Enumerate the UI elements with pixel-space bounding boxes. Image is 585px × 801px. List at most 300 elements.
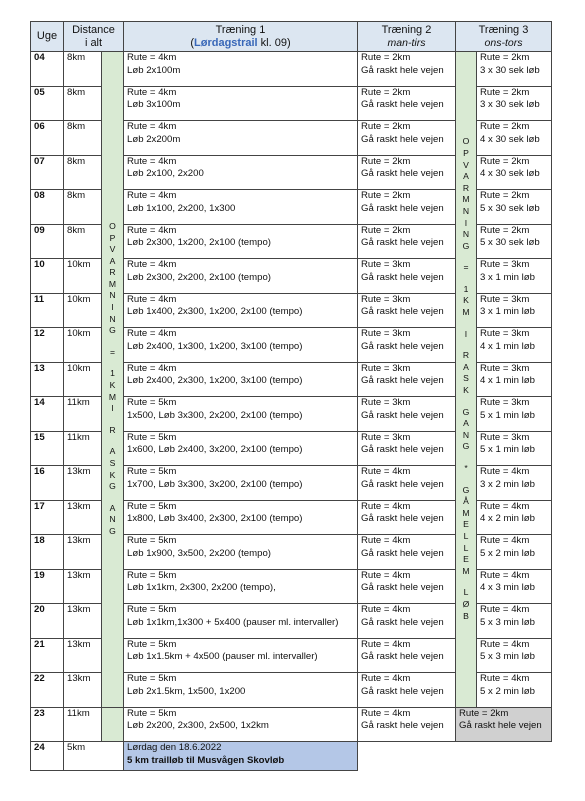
training2-cell <box>358 52 456 87</box>
training1-route: Rute = 5km <box>127 707 177 719</box>
training2-details: Gå raskt hele vejen <box>361 547 444 559</box>
training2-route: Rute = 2km <box>361 190 411 201</box>
warmup-letter: = <box>109 346 116 357</box>
distance-cell: 5km <box>64 742 124 771</box>
training3-details: 3 x 2 min løb <box>480 478 535 490</box>
warmup-letter: V <box>109 244 116 255</box>
warmup-text-group <box>102 425 123 437</box>
training2-cell <box>358 535 456 570</box>
col-header-week: Uge <box>31 22 64 52</box>
week-number: 23 <box>31 707 64 742</box>
warmup-letter: Ø <box>462 598 470 609</box>
warmup-letter: R <box>109 267 116 278</box>
training2-route: Rute = 2km <box>361 121 411 132</box>
training3-details: 3 x 1 min løb <box>480 306 535 317</box>
empty-cell <box>358 742 552 771</box>
training3-cell <box>477 224 552 259</box>
race-day-cell <box>124 742 358 771</box>
week-row <box>31 707 552 742</box>
warmup-letter: N <box>109 290 116 301</box>
warmup-letter: G <box>462 484 470 495</box>
training3-cell-gray <box>456 707 552 742</box>
warmup-text-group <box>456 329 476 341</box>
warmup-letter: I <box>464 217 468 228</box>
training1-cell <box>124 86 358 121</box>
training1-details: Løb 1x100, 2x200, 1x300 <box>127 202 236 214</box>
warmup-letter: M <box>108 391 117 402</box>
warmup-text-group <box>102 503 123 538</box>
training2-details: Gå raskt hele vejen <box>361 616 444 628</box>
training3-cell <box>477 155 552 190</box>
training2-route: Rute = 2km <box>361 224 411 236</box>
warmup-text-group <box>102 221 123 337</box>
training1-details: Løb 2x100, 2x200 <box>127 168 204 179</box>
warmup-letter: M <box>462 565 470 576</box>
training1-details: Løb 2x1.5km, 1x500, 1x200 <box>127 685 246 697</box>
distance-cell: 13km <box>64 604 102 639</box>
week-number: 21 <box>31 638 64 673</box>
training3-route: Rute = 2km <box>480 224 530 236</box>
training2-details: Gå raskt hele vejen <box>361 64 444 76</box>
training1-details: Løb 1x1.5km + 4x500 (pauser ml. intervaller) <box>127 651 318 662</box>
training2-cell <box>358 431 456 466</box>
training3-route: Rute = 2km <box>459 707 509 719</box>
training3-details: 5 x 30 sek løb <box>480 202 540 214</box>
week-number: 11 <box>31 293 64 328</box>
training1-cell <box>124 52 358 87</box>
week-number: 04 <box>31 52 64 87</box>
week-number: 16 <box>31 466 64 501</box>
training3-details: 4 x 1 min løb <box>480 340 535 352</box>
training1-cell <box>124 707 358 742</box>
training3-route: Rute = 2km <box>480 52 530 63</box>
distance-cell: 13km <box>64 673 102 708</box>
training2-route: Rute = 4km <box>361 707 411 719</box>
warmup-letter: G <box>462 406 470 417</box>
warmup-letter: O <box>462 136 470 147</box>
training3-details: 3 x 1 min løb <box>480 271 535 283</box>
training3-route: Rute = 3km <box>480 328 530 339</box>
training3-cell <box>477 259 552 294</box>
training2-title: Træning 2 <box>381 23 432 36</box>
warmup-letter: A <box>109 255 116 266</box>
week-number: 07 <box>31 155 64 190</box>
training2-route: Rute = 4km <box>361 500 411 512</box>
training1-route: Rute = 4km <box>127 155 177 167</box>
week-number: 09 <box>31 224 64 259</box>
warmup-text-group <box>456 485 476 578</box>
training1-details: Løb 2x400, 1x300, 1x200, 3x100 (tempo) <box>127 340 303 352</box>
training3-route: Rute = 4km <box>480 466 530 477</box>
training1-details: Løb 2x200, 2x300, 2x500, 1x2km <box>127 720 269 731</box>
training2-cell <box>358 397 456 432</box>
training2-route: Rute = 3km <box>361 362 411 374</box>
training1-details: Løb 2x100m <box>127 64 181 76</box>
distance-cell: 13km <box>64 535 102 570</box>
col-header-distance-line1: Distance <box>72 23 115 36</box>
training1-route: Rute = 5km <box>127 535 177 546</box>
warmup-letter: * <box>464 463 468 474</box>
training3-cell <box>477 638 552 673</box>
training2-details: Gå raskt hele vejen <box>361 651 444 662</box>
warmup-text-group <box>102 368 123 414</box>
training2-details: Gå raskt hele vejen <box>361 720 444 731</box>
warmup-text-group <box>456 407 476 453</box>
week-number: 13 <box>31 362 64 397</box>
warmup-text-group <box>456 136 476 252</box>
training2-route: Rute = 2km <box>361 155 411 167</box>
col-header-training2 <box>358 22 456 52</box>
week-number: 12 <box>31 328 64 363</box>
distance-cell: 8km <box>64 155 102 190</box>
training3-route: Rute = 4km <box>480 535 530 546</box>
warmup-letter: N <box>109 514 116 525</box>
training3-details: 5 x 2 min løb <box>480 547 535 559</box>
training3-cell <box>477 86 552 121</box>
training3-cell <box>477 466 552 501</box>
training3-details: 5 x 30 sek løb <box>480 237 540 248</box>
warmup-letter: A <box>109 446 116 457</box>
training2-cell <box>358 293 456 328</box>
training2-cell <box>358 569 456 604</box>
training3-route: Rute = 4km <box>480 500 530 512</box>
training1-cell <box>124 500 358 535</box>
training1-route: Rute = 4km <box>127 259 177 270</box>
col-header-training3 <box>456 22 552 52</box>
warmup-letter: N <box>109 313 116 324</box>
training2-details: Gå raskt hele vejen <box>361 478 444 490</box>
warmup-letter: K <box>109 469 116 480</box>
training1-route: Rute = 4km <box>127 86 177 98</box>
training3-route: Rute = 4km <box>480 673 530 684</box>
week-number: 24 <box>31 742 64 771</box>
week-number: 15 <box>31 431 64 466</box>
training2-route: Rute = 4km <box>361 535 411 546</box>
training2-cell <box>358 707 456 742</box>
training1-details: 1x700, Løb 3x300, 3x200, 2x100 (tempo) <box>127 478 303 490</box>
week-number: 08 <box>31 190 64 225</box>
week-number: 14 <box>31 397 64 432</box>
warmup-letter: M <box>462 307 470 318</box>
training3-title: Træning 3 <box>478 23 529 36</box>
training3-route: Rute = 3km <box>480 431 530 443</box>
training2-details: Gå raskt hele vejen <box>361 375 444 386</box>
training3-subtitle: ons-tors <box>484 36 523 49</box>
warmup-text-group <box>456 463 476 475</box>
training2-details: Gå raskt hele vejen <box>361 582 444 593</box>
training1-cell <box>124 397 358 432</box>
training3-route: Rute = 3km <box>480 293 530 305</box>
header-row <box>31 22 552 52</box>
warmup-letter: B <box>463 610 469 621</box>
training1-title: Træning 1 <box>215 23 266 36</box>
training2-details: Gå raskt hele vejen <box>361 306 444 317</box>
training1-route: Rute = 4km <box>127 190 177 201</box>
distance-cell: 11km <box>64 397 102 432</box>
warmup-column-left <box>102 52 124 708</box>
training1-route: Rute = 4km <box>127 52 177 63</box>
training3-route: Rute = 4km <box>480 604 530 615</box>
warmup-letter: O <box>109 220 116 231</box>
warmup-letter: K <box>463 385 469 396</box>
warmup-letter: = <box>463 262 469 273</box>
training1-details: Løb 3x100m <box>127 99 181 110</box>
training1-subtitle: (Lørdagstrail kl. 09) <box>190 36 291 49</box>
warmup-letter: K <box>109 380 116 391</box>
training1-details: Løb 2x400, 2x300, 1x200, 3x100 (tempo) <box>127 375 303 386</box>
distance-cell: 10km <box>64 328 102 363</box>
distance-cell: 8km <box>64 224 102 259</box>
warmup-letter: V <box>463 159 469 170</box>
warmup-letter: Å <box>463 496 469 507</box>
training1-cell <box>124 224 358 259</box>
training2-route: Rute = 4km <box>361 466 411 477</box>
race-date: Lørdag den 18.6.2022 <box>127 742 222 753</box>
training2-cell <box>358 604 456 639</box>
warmup-text-group <box>102 347 123 359</box>
training3-details: 5 x 1 min løb <box>480 409 535 421</box>
training2-cell <box>358 328 456 363</box>
warmup-text-group <box>456 587 476 622</box>
training1-details: 1x500, Løb 3x300, 2x200, 2x100 (tempo) <box>127 409 303 421</box>
distance-cell: 13km <box>64 500 102 535</box>
warmup-letter: 1 <box>110 368 115 379</box>
training3-details: 5 x 3 min løb <box>480 616 535 628</box>
training2-route: Rute = 3km <box>361 328 411 339</box>
training1-cell <box>124 259 358 294</box>
training3-route: Rute = 2km <box>480 155 530 167</box>
warmup-letter: S <box>109 458 116 469</box>
training2-route: Rute = 2km <box>361 86 411 98</box>
training3-cell <box>477 293 552 328</box>
distance-cell: 8km <box>64 121 102 156</box>
week-number: 18 <box>31 535 64 570</box>
training2-details: Gå raskt hele vejen <box>361 237 444 248</box>
training1-cell <box>124 604 358 639</box>
distance-cell: 13km <box>64 466 102 501</box>
training2-details: Gå raskt hele vejen <box>361 409 444 421</box>
training3-route: Rute = 3km <box>480 362 530 374</box>
training3-details: 4 x 3 min løb <box>480 582 535 593</box>
warmup-letter: P <box>463 147 469 158</box>
week-number: 19 <box>31 569 64 604</box>
warmup-letter: R <box>109 424 116 435</box>
training3-details: 3 x 30 sek løb <box>480 99 540 110</box>
training3-details: 4 x 30 sek løb <box>480 133 540 145</box>
training3-details: 4 x 30 sek løb <box>480 168 540 179</box>
training2-details: Gå raskt hele vejen <box>361 444 444 455</box>
training1-details: 1x800, Løb 3x400, 2x300, 2x100 (tempo) <box>127 513 303 524</box>
warmup-letter: E <box>463 519 469 530</box>
training2-details: Gå raskt hele vejen <box>361 168 444 179</box>
training3-cell <box>477 604 552 639</box>
training3-route: Rute = 2km <box>480 86 530 98</box>
training1-cell <box>124 362 358 397</box>
training1-details: Løb 2x300, 1x200, 2x100 (tempo) <box>127 237 271 248</box>
training3-cell <box>477 121 552 156</box>
training3-details: 5 x 3 min løb <box>480 651 535 662</box>
warmup-letter: 1 <box>463 283 469 294</box>
warmup-letter: I <box>464 328 468 339</box>
warmup-letter: N <box>462 229 470 240</box>
training1-route: Rute = 5km <box>127 466 177 477</box>
week-number: 06 <box>31 121 64 156</box>
training1-route: Rute = 5km <box>127 397 177 408</box>
training1-route: Rute = 5km <box>127 500 177 512</box>
training2-details: Gå raskt hele vejen <box>361 271 444 283</box>
training1-cell <box>124 569 358 604</box>
training2-cell <box>358 155 456 190</box>
warmup-letter: A <box>463 361 469 372</box>
training2-cell <box>358 500 456 535</box>
training1-route: Rute = 4km <box>127 362 177 374</box>
training2-route: Rute = 4km <box>361 569 411 581</box>
warmup-letter: E <box>463 554 469 565</box>
training2-details: Gå raskt hele vejen <box>361 340 444 352</box>
training3-cell <box>477 362 552 397</box>
training3-cell <box>477 500 552 535</box>
training1-route: Rute = 5km <box>127 431 177 443</box>
warmup-text-group <box>102 446 123 492</box>
warmup-letter: S <box>463 373 469 384</box>
training2-subtitle: man-tirs <box>387 36 426 49</box>
training2-details: Gå raskt hele vejen <box>361 202 444 214</box>
training1-cell <box>124 431 358 466</box>
training2-route: Rute = 4km <box>361 673 411 684</box>
lordagstrail-link[interactable]: Lørdagstrail <box>194 36 258 49</box>
training3-details: 4 x 2 min løb <box>480 513 535 524</box>
warmup-letter: N <box>462 205 470 216</box>
training1-route: Rute = 4km <box>127 328 177 339</box>
training3-cell <box>477 52 552 87</box>
warmup-letter: L <box>463 530 469 541</box>
warmup-letter: R <box>462 182 470 193</box>
warmup-letter: M <box>108 278 117 289</box>
training1-details: Løb 2x200m <box>127 133 181 145</box>
week-number: 05 <box>31 86 64 121</box>
distance-cell: 8km <box>64 190 102 225</box>
training2-details: Gå raskt hele vejen <box>361 513 444 524</box>
col-header-training1 <box>124 22 358 52</box>
training3-cell <box>477 431 552 466</box>
training3-details: Gå raskt hele vejen <box>459 720 542 731</box>
warmup-letter: A <box>463 171 469 182</box>
training2-route: Rute = 2km <box>361 52 411 63</box>
warmup-column-right <box>456 52 477 708</box>
training1-cell <box>124 535 358 570</box>
training1-details: Løb 1x1km,1x300 + 5x400 (pauser ml. intervaller) <box>127 616 339 628</box>
warmup-text-group <box>456 262 476 274</box>
training1-cell <box>124 121 358 156</box>
training1-route: Rute = 4km <box>127 224 177 236</box>
training1-details: Løb 1x1km, 2x300, 2x200 (tempo), <box>127 582 276 593</box>
training2-route: Rute = 4km <box>361 638 411 650</box>
training-schedule-table <box>30 21 552 771</box>
training2-details: Gå raskt hele vejen <box>361 685 444 697</box>
training3-cell <box>477 673 552 708</box>
warmup-letter: G <box>462 240 470 251</box>
training3-route: Rute = 4km <box>480 638 530 650</box>
training3-route: Rute = 4km <box>480 569 530 581</box>
training1-cell <box>124 155 358 190</box>
warmup-letter: M <box>462 507 470 518</box>
training2-details: Gå raskt hele vejen <box>361 99 444 110</box>
training2-cell <box>358 86 456 121</box>
training3-route: Rute = 3km <box>480 397 530 408</box>
warmup-letter: G <box>109 325 116 336</box>
warmup-letter: G <box>109 525 116 536</box>
warmup-letter: G <box>462 441 470 452</box>
training1-cell <box>124 638 358 673</box>
warmup-letter: M <box>462 194 470 205</box>
training3-cell <box>477 328 552 363</box>
training2-cell <box>358 224 456 259</box>
distance-cell: 11km <box>64 707 102 742</box>
warmup-letter: L <box>463 542 469 553</box>
training1-route: Rute = 5km <box>127 673 177 684</box>
training1-route: Rute = 5km <box>127 638 177 650</box>
training1-route: Rute = 5km <box>127 604 177 615</box>
distance-cell: 8km <box>64 86 102 121</box>
distance-cell: 10km <box>64 259 102 294</box>
col-header-distance-line2: i alt <box>84 36 103 49</box>
training2-cell <box>358 673 456 708</box>
distance-cell: 13km <box>64 569 102 604</box>
training3-route: Rute = 2km <box>480 121 530 132</box>
training1-route: Rute = 5km <box>127 569 177 581</box>
training3-cell <box>477 535 552 570</box>
distance-cell: 11km <box>64 431 102 466</box>
warmup-letter: G <box>109 481 116 492</box>
training3-cell <box>477 190 552 225</box>
week-number: 22 <box>31 673 64 708</box>
warmup-letter: K <box>463 295 469 306</box>
training2-details: Gå raskt hele vejen <box>361 133 444 145</box>
training1-cell <box>124 673 358 708</box>
distance-cell: 10km <box>64 362 102 397</box>
training2-route: Rute = 3km <box>361 397 411 408</box>
race-name: 5 km trailløb til Musvågen Skovløb <box>127 754 285 766</box>
training2-route: Rute = 4km <box>361 604 411 615</box>
warmup-letter: A <box>463 418 469 429</box>
training1-details: Løb 2x300, 2x200, 2x100 (tempo) <box>127 271 271 283</box>
training2-cell <box>358 466 456 501</box>
training3-details: 4 x 1 min løb <box>480 375 535 386</box>
training1-cell <box>124 328 358 363</box>
training1-details: Løb 1x400, 2x300, 1x200, 2x100 (tempo) <box>127 306 303 317</box>
training3-details: 5 x 2 min løb <box>480 685 535 697</box>
training2-cell <box>358 190 456 225</box>
training2-route: Rute = 3km <box>361 431 411 443</box>
training1-cell <box>124 190 358 225</box>
distance-cell: 8km <box>64 52 102 87</box>
warmup-text-group <box>456 350 476 396</box>
training3-route: Rute = 2km <box>480 190 530 201</box>
training3-details: 5 x 1 min løb <box>480 444 535 455</box>
warmup-letter: A <box>109 502 116 513</box>
training2-cell <box>358 259 456 294</box>
training3-cell <box>477 569 552 604</box>
training1-cell <box>124 466 358 501</box>
training2-route: Rute = 3km <box>361 259 411 270</box>
training2-route: Rute = 3km <box>361 293 411 305</box>
week-number: 17 <box>31 500 64 535</box>
training2-cell <box>358 362 456 397</box>
training3-cell <box>477 397 552 432</box>
week-row <box>31 52 552 87</box>
col-header-distance <box>64 22 124 52</box>
warmup-letter: R <box>462 350 470 361</box>
